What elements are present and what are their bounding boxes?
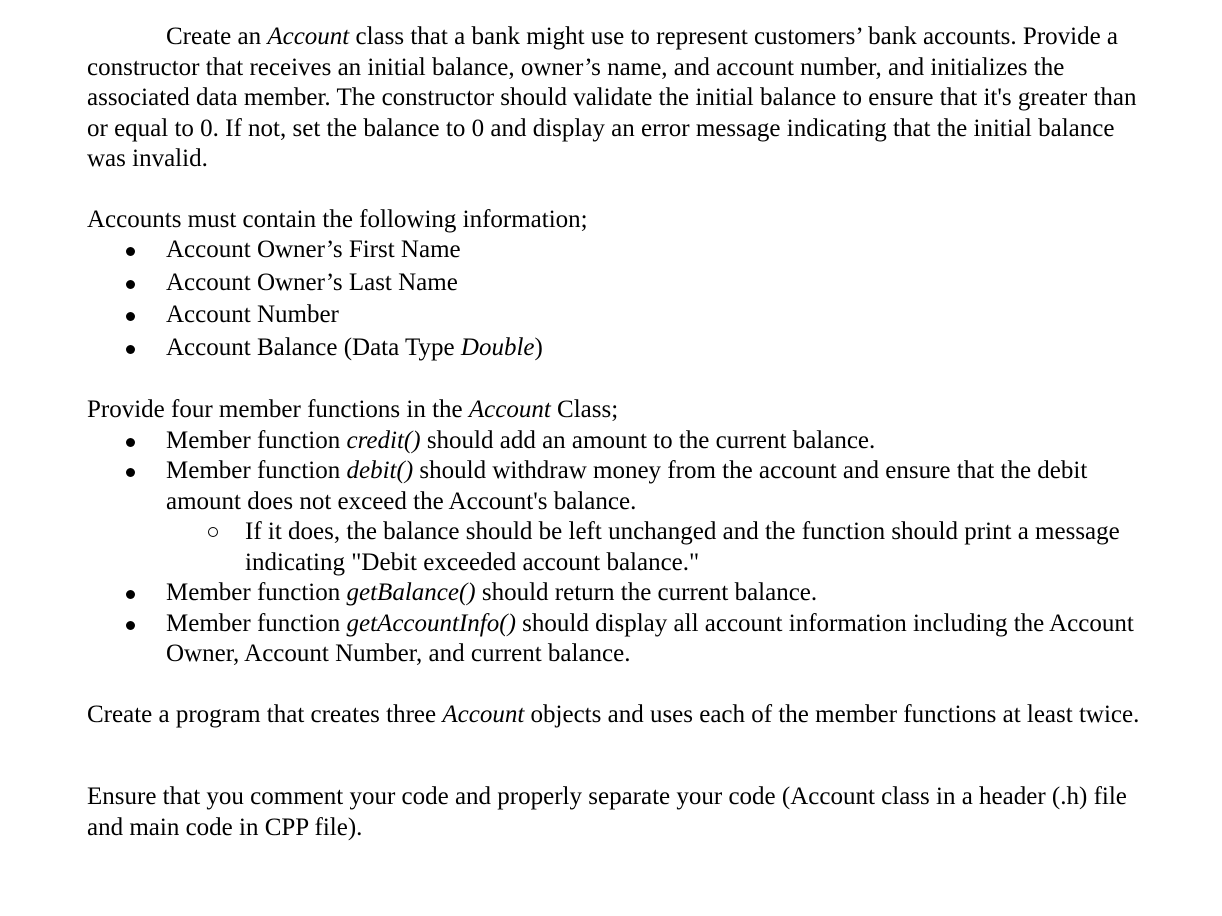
list-item	[87, 578, 1147, 609]
bullet-icon	[126, 312, 135, 321]
circle-bullet-icon	[208, 527, 218, 537]
balance-item-suffix: )	[534, 333, 543, 361]
credit-function-name: credit()	[346, 426, 421, 454]
bullet-icon	[126, 280, 135, 289]
list-item	[87, 333, 1147, 364]
program-class-name: Account	[442, 700, 525, 728]
list-item	[87, 609, 1147, 670]
get-balance-prefix: Member function	[166, 579, 347, 606]
list-item	[87, 235, 1147, 266]
info-item-first-name: Account Owner’s First Name	[166, 236, 461, 263]
get-balance-description: should return the current balance.	[475, 579, 818, 606]
functions-heading-suffix: Class;	[550, 396, 619, 423]
bullet-icon	[126, 590, 135, 599]
info-item-last-name: Account Owner’s Last Name	[166, 268, 458, 296]
bullet-icon	[126, 247, 135, 256]
list-item	[87, 300, 1147, 331]
closing-paragraph: Ensure that you comment your code and properly separate your code (Account class in a header (.h) file and main code in CPP file).	[87, 783, 1127, 841]
get-balance-function-name: getBalance()	[346, 579, 476, 606]
intro-text-rest: class that a bank might use to represent customers’ bank accounts. Provide a constructor that receives an initial balance, owner’s name, and account number, and initializes the associated data member. The constructor should validate the initial balance to ensure that it's greater than or equal to 0. If not, set the balance to 0 and display an error message indicating that the initial balance was invalid.	[87, 23, 1137, 172]
functions-heading-class: Account	[468, 396, 551, 423]
functions-list	[87, 426, 1147, 670]
info-list	[87, 235, 1147, 363]
balance-item-type: Double	[460, 333, 535, 361]
debit-prefix: Member function	[166, 457, 347, 484]
program-paragraph	[87, 700, 1147, 731]
debit-description: should withdraw money from the account and ensure that the debit amount does not exceed the Account's balance.	[166, 457, 1088, 515]
debit-sub-item: If it does, the balance should be left unchanged and the function should print a message indicating "Debit exceeded account balance."	[245, 518, 1120, 576]
info-heading: Accounts must contain the following information;	[87, 205, 588, 233]
get-info-function-name: getAccountInfo()	[346, 609, 516, 637]
bullet-icon	[126, 468, 135, 477]
intro-text-start: Create an	[166, 23, 268, 50]
balance-item-prefix: Account Balance (Data Type	[166, 333, 461, 361]
list-item	[87, 268, 1147, 299]
intro-class-name: Account	[267, 23, 350, 50]
bullet-icon	[126, 621, 135, 630]
info-item-account-number: Account Number	[166, 301, 339, 328]
credit-prefix: Member function	[166, 426, 347, 454]
program-text-rest: objects and uses each of the member functions at least twice.	[524, 700, 1140, 728]
list-item	[87, 456, 1147, 578]
functions-heading	[87, 395, 1147, 426]
list-item	[166, 517, 1147, 578]
get-info-description: should display all account information including the Account Owner, Account Number, and current balance.	[166, 609, 1134, 667]
intro-paragraph	[87, 22, 1147, 175]
list-item	[87, 426, 1147, 457]
debit-sub-list	[166, 517, 1147, 578]
functions-heading-prefix: Provide four member functions in the	[87, 396, 469, 423]
assignment-document	[87, 22, 1147, 843]
program-text-start: Create a program that creates three	[87, 700, 443, 728]
credit-description: should add an amount to the current balance.	[420, 426, 876, 454]
get-info-prefix: Member function	[166, 609, 347, 637]
bullet-icon	[126, 345, 135, 354]
bullet-icon	[126, 438, 135, 447]
debit-function-name: debit()	[346, 457, 414, 484]
